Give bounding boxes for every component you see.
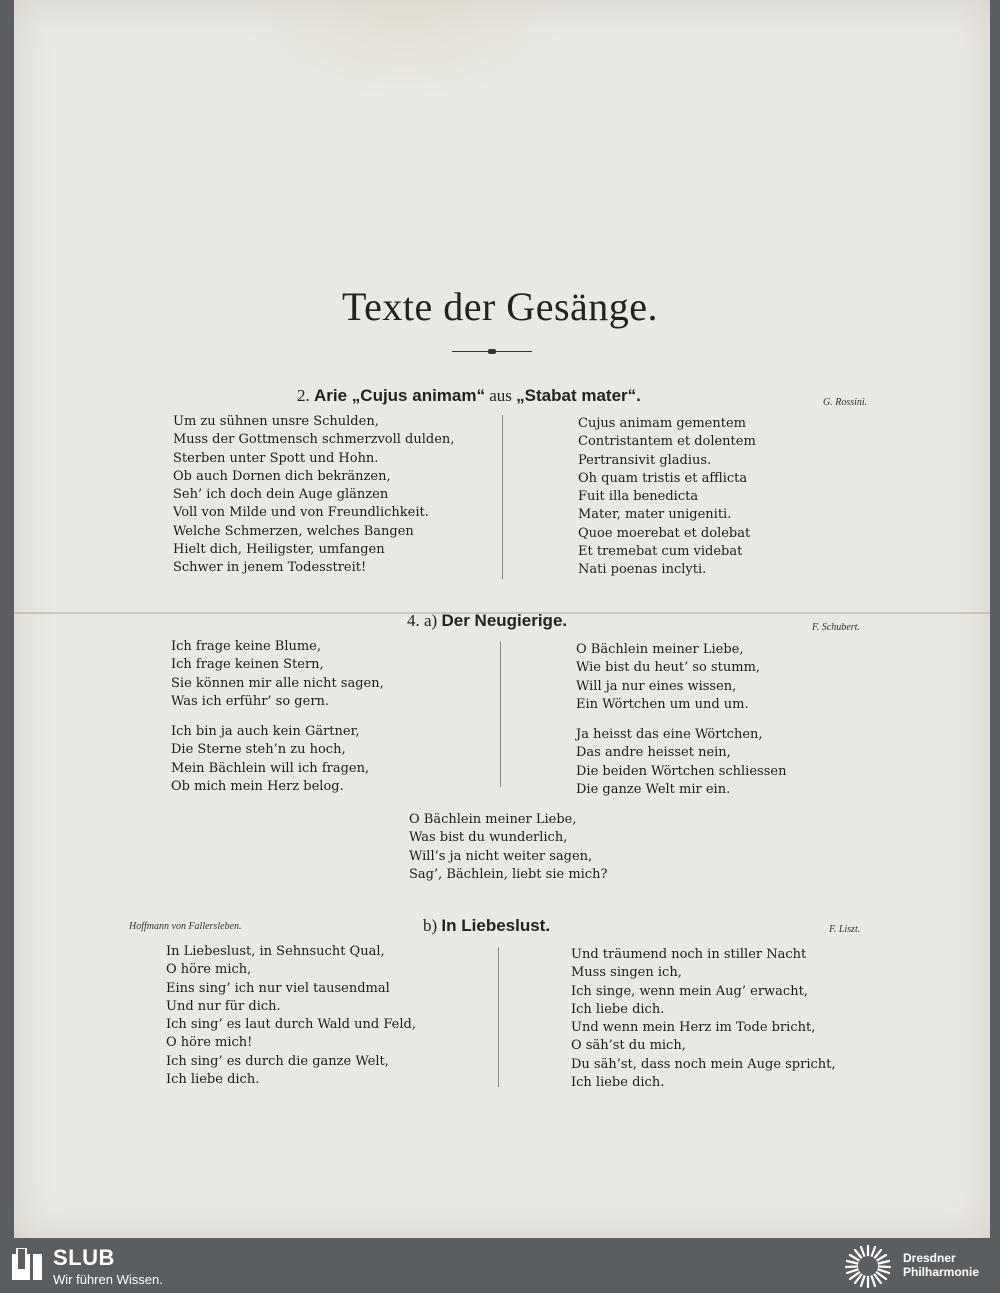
lyric-line: Und wenn mein Herz im Tode bricht, (571, 1020, 816, 1036)
composer-credit: F. Schubert. (812, 622, 860, 633)
lyric-line: Muss singen ich, (571, 965, 682, 981)
lyric-line: Will’s ja nicht weiter sagen, (409, 848, 593, 864)
lyric-line: In Liebeslust, in Sehnsucht Qual, (166, 944, 385, 959)
lyric-line: Seh’ ich doch dein Auge glänzen (173, 487, 389, 503)
lyric-line: O säh’st du mich, (571, 1038, 686, 1054)
section-title-connector: aus (489, 386, 512, 405)
lyric-line: O Bächlein meiner Liebe, (409, 812, 577, 827)
lyric-line: Pertransivit gladius. (578, 452, 712, 468)
lyric-line: Ich liebe dich. (571, 1075, 665, 1091)
column-divider (500, 641, 501, 787)
lyric-line: Um zu sühnen unsre Schulden, (173, 414, 379, 429)
lyric-line: Ich liebe dich. (166, 1072, 260, 1088)
lyric-line: Ich liebe dich. (571, 1001, 665, 1017)
lyrics-right-column (571, 946, 836, 1092)
lyric-line: Mater, mater unigeniti. (578, 507, 732, 523)
footer-bar (0, 1238, 1000, 1293)
lyric-line: Et tremebat cum videbat (578, 544, 743, 560)
section-title-work: „Stabat mater“. (516, 386, 641, 405)
lyric-line: O Bächlein meiner Liebe, (576, 642, 744, 657)
lyrics-right-column (578, 415, 756, 580)
lyric-line: Sie können mir alle nicht sagen, (171, 675, 384, 691)
lyrics-left-column (173, 413, 454, 578)
lyric-line: Oh quam tristis et afflicta (578, 470, 748, 486)
section-number: b) (423, 916, 438, 935)
lyric-line: Was bist du wunderlich, (409, 830, 568, 846)
lyric-line: Die beiden Wörtchen schliessen (576, 763, 787, 779)
lyric-line: Contristantem et dolentem (578, 434, 756, 450)
column-divider (498, 947, 499, 1087)
lyric-line: Nati poenas inclyti. (578, 562, 707, 578)
lyric-line: Hielt dich, Heiligster, umfangen (173, 542, 385, 558)
lyric-line: Ob auch Dornen dich bekränzen, (173, 468, 391, 484)
section-heading-neugierige (407, 611, 567, 631)
lyric-line: Sterben unter Spott und Hohn. (173, 450, 379, 466)
lyric-line: Die ganze Welt mir ein. (576, 781, 731, 797)
composer-credit: F. Liszt. (829, 924, 861, 935)
lyric-line: Ich sing’ es laut durch Wald und Feld, (166, 1017, 416, 1033)
philharmonie-name-line2: Philharmonie (903, 1265, 980, 1279)
lyric-line: Das andre heisset nein, (576, 745, 731, 761)
lyric-line: Cujus animam gementem (578, 416, 746, 431)
lyric-line: Ein Wörtchen um und um. (576, 696, 749, 712)
poet-credit: Hoffmann von Fallersleben. (129, 921, 242, 932)
section-heading-arie (297, 386, 641, 406)
philharmonie-name-line1: Dresdner (903, 1251, 956, 1265)
section-heading-liebeslust (423, 916, 550, 936)
lyrics-center-stanza (409, 811, 607, 884)
lyric-line: Welche Schmerzen, welches Bangen (173, 523, 414, 539)
lyric-line: Die Sterne steh’n zu hoch, (171, 742, 346, 758)
slub-name: SLUB (53, 1245, 115, 1270)
lyric-line: Ich singe, wenn mein Aug’ erwacht, (571, 983, 808, 999)
title-ornament (452, 349, 532, 355)
lyric-line: Ich sing’ es durch die ganze Welt, (166, 1053, 389, 1069)
lyric-line: Mein Bächlein will ich fragen, (171, 760, 370, 776)
lyric-line: Du säh’st, dass noch mein Auge spricht, (571, 1056, 836, 1072)
section-title: Arie „Cujus animam“ (314, 386, 485, 405)
lyric-line: O höre mich! (166, 1035, 253, 1051)
section-number: 2. (297, 386, 310, 405)
lyric-line: Ich frage keinen Stern, (171, 657, 324, 673)
lyric-line: Ja heisst das eine Wörtchen, (576, 727, 763, 742)
lyric-line: Voll von Milde und von Freundlichkeit. (173, 505, 429, 521)
philharmonie-name (903, 1251, 979, 1279)
lyric-line: Will ja nur eines wissen, (576, 678, 737, 694)
section-title: Der Neugierige. (441, 611, 568, 630)
lyric-line: Wie bist du heut’ so stumm, (576, 660, 761, 676)
lyric-line: Muss der Gottmensch schmerzvoll dulden, (173, 432, 455, 448)
lyrics-right-column (576, 726, 786, 799)
lyric-line: Fuit illa benedicta (578, 489, 699, 505)
lyrics-right-column (576, 641, 760, 714)
lyric-line: Und träumend noch in stiller Nacht (571, 947, 807, 962)
slub-tagline: Wir führen Wissen. (53, 1272, 163, 1287)
paper-stain (239, 0, 569, 100)
slub-logo-icon (12, 1248, 44, 1282)
section-title: In Liebeslust. (441, 916, 551, 935)
lyric-line: Und nur für dich. (166, 998, 281, 1014)
lyric-line: Quoe moerebat et dolebat (578, 525, 751, 541)
lyric-line: Schwer in jenem Todesstreit! (173, 560, 367, 576)
lyric-line: Sag’, Bächlein, liebt sie mich? (409, 866, 608, 882)
page-title: Texte der Gesänge. (341, 284, 659, 329)
section-number: 4. a) (407, 611, 438, 630)
philharmonie-sunburst-icon (842, 1244, 894, 1288)
column-divider (502, 415, 503, 579)
lyrics-left-column (166, 943, 416, 1089)
lyric-line: Eins sing’ ich nur viel tausendmal (166, 980, 390, 996)
lyric-line: Was ich erführ’ so gern. (171, 693, 330, 709)
composer-credit: G. Rossini. (823, 397, 868, 408)
lyric-line: O höre mich, (166, 962, 252, 978)
lyric-line: Ob mich mein Herz belog. (171, 778, 344, 794)
lyrics-left-column (171, 723, 369, 796)
lyric-line: Ich bin ja auch kein Gärtner, (171, 724, 360, 739)
lyrics-left-column (171, 638, 384, 711)
lyric-line: Ich frage keine Blume, (171, 639, 322, 654)
